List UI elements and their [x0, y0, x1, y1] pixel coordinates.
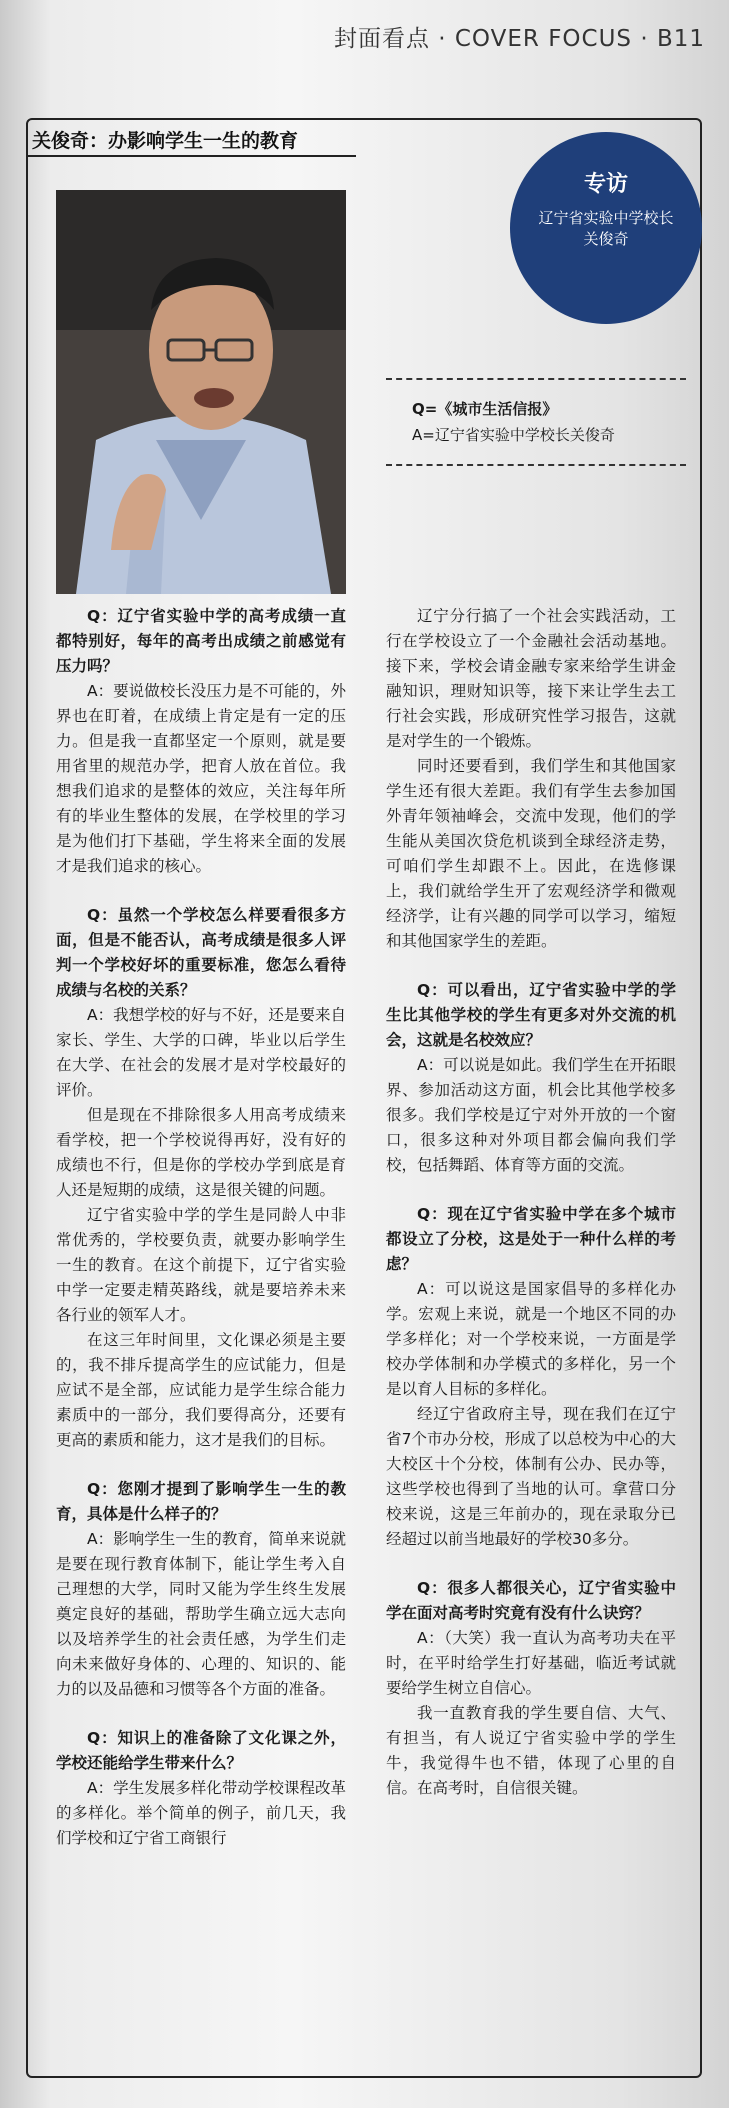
- answer-paragraph: 辽宁省实验中学的学生是同龄人中非常优秀的，学校要负责，就要办影响学生一生的教育。在这个前提下，辽宁省实验中学一定要走精英路线，就是要培养未来各行业的领军人才。: [56, 1206, 346, 1324]
- right-column: [386, 604, 676, 1801]
- left-column: [56, 604, 346, 1851]
- dashed-rule-top: [386, 378, 686, 380]
- portrait-illustration: [56, 190, 346, 594]
- question-paragraph: Q：辽宁省实验中学的高考成绩一直都特别好，每年的高考出成绩之前感觉有压力吗？: [56, 607, 346, 675]
- page-header: [0, 0, 729, 72]
- legend-a: A=辽宁省实验中学校长关俊奇: [412, 426, 615, 444]
- badge-line-1: 辽宁省实验中学校长: [538, 209, 674, 227]
- question-paragraph: Q：很多人都很关心，辽宁省实验中学在面对高考时究竟有没有什么诀窍？: [386, 1579, 676, 1622]
- answer-paragraph: 经辽宁省政府主导，现在我们在辽宁省7个市办分校，形成了以总校为中心的大大校区十个分校，体制有公办、民办等，这些学校也得到了当地的认可。拿营口分校来说，这是三年前办的，现在录取分已经超过以前当地最好的学校30多分。: [386, 1405, 676, 1548]
- answer-paragraph: A：可以说这是国家倡导的多样化办学。宏观上来说，就是一个地区不同的办学多样化；对一个学校来说，一方面是学校办学体制和办学模式的多样化，另一个是以育人目标的多样化。: [386, 1280, 676, 1398]
- answer-paragraph: 辽宁分行搞了一个社会实践活动，工行在学校设立了一个金融社会活动基地。接下来，学校会请金融专家来给学生讲金融知识，理财知识等，接下来让学生去工行社会实践，形成研究性学习报告，这就是对学生的一个锻炼。: [386, 607, 676, 750]
- question-paragraph: Q：现在辽宁省实验中学在多个城市都设立了分校，这是处于一种什么样的考虑？: [386, 1205, 676, 1273]
- answer-paragraph: A：可以说是如此。我们学生在开拓眼界、参加活动这方面，机会比其他学校多很多。我们学校是辽宁对外开放的一个窗口，很多这种对外项目都会偏向我们学校，包括舞蹈、体育等方面的交流。: [386, 1056, 676, 1174]
- answer-paragraph: A：影响学生一生的教育，简单来说就是要在现行教育体制下，能让学生考入自己理想的大学，同时又能为学生终生发展奠定良好的基础，帮助学生确立远大志向以及培养学生的社会责任感，为学生们走向未来做好身体的、心理的、知识的、能力的以及品德和习惯等各个方面的准备。: [56, 1530, 346, 1698]
- legend-q: Q=《城市生活信报》: [412, 400, 558, 418]
- section-label: 封面看点 · COVER FOCUS · B11: [333, 26, 705, 52]
- answer-paragraph: A：学生发展多样化带动学校课程改革的多样化。举个简单的例子，前几天，我们学校和辽宁省工商银行: [56, 1779, 346, 1847]
- question-paragraph: Q：知识上的准备除了文化课之外，学校还能给学生带来什么？: [56, 1729, 346, 1772]
- title-underline: [26, 155, 356, 157]
- answer-paragraph: A：我想学校的好与不好，还是要来自家长、学生、大学的口碑，毕业以后学生在大学、在社会的发展才是对学校最好的评价。: [56, 1006, 346, 1099]
- dashed-rule-bottom: [386, 464, 686, 466]
- question-paragraph: Q：可以看出，辽宁省实验中学的学生比其他学校的学生有更多对外交流的机会，这就是名校效应？: [386, 981, 676, 1049]
- answer-paragraph: A：要说做校长没压力是不可能的，外界也在盯着，在成绩上肯定是有一定的压力。但是我一直都坚定一个原则，就是要用省里的规范办学，把育人放在首位。我想我们追求的是整体的效应，关注每年所有的毕业生整体的发展，在学校里的学习是为他们打下基础，学生将来全面的发展才是我们追求的核心。: [56, 682, 346, 875]
- answer-paragraph: A：（大笑）我一直认为高考功夫在平时，在平时给学生打好基础，临近考试就要给学生树立自信心。: [386, 1629, 676, 1697]
- answer-paragraph: 同时还要看到，我们学生和其他国家学生还有很大差距。我们有学生去参加国外青年领袖峰会，交流中发现，他们的学生能从美国次贷危机谈到全球经济走势，可咱们学生却跟不上。因此，在选修课上，我们就给学生开了宏观经济学和微观经济学，让有兴趣的同学可以学习，缩短和其他国家学生的差距。: [386, 757, 676, 950]
- answer-paragraph: 在这三年时间里，文化课必须是主要的，我不排斥提高学生的应试能力，但是应试不是全部，应试能力是学生综合能力素质中的一部分，我们要得高分，还要有更高的素质和能力，这才是我们的目标。: [56, 1331, 346, 1449]
- badge-line-2: 关俊奇: [583, 230, 629, 248]
- badge-head: 专访: [583, 172, 628, 197]
- answer-paragraph: 我一直教育我的学生要自信、大气、有担当，有人说辽宁省实验中学的学生牛，我觉得牛也不错，体现了心里的自信。在高考时，自信很关键。: [386, 1704, 676, 1797]
- article-title: 关俊奇：办影响学生一生的教育: [32, 130, 299, 152]
- interview-badge: [510, 132, 702, 324]
- qa-legend: [386, 378, 686, 468]
- question-paragraph: Q：您刚才提到了影响学生一生的教育，具体是什么样子的？: [56, 1480, 346, 1523]
- portrait-photo: [56, 190, 346, 594]
- question-paragraph: Q：虽然一个学校怎么样要看很多方面，但是不能否认，高考成绩是很多人评判一个学校好坏的重要标准，您怎么看待成绩与名校的关系？: [56, 906, 346, 999]
- answer-paragraph: 但是现在不排除很多人用高考成绩来看学校，把一个学校说得再好，没有好的成绩也不行，但是你的学校办学到底是育人还是短期的成绩，这是很关键的问题。: [56, 1106, 346, 1199]
